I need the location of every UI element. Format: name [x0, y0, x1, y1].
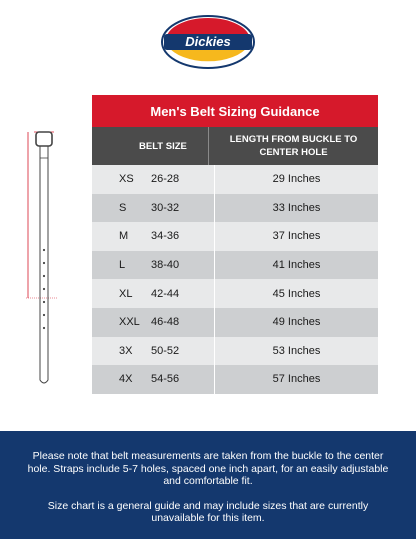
- table-row: [92, 308, 378, 337]
- row-length: 29 Inches: [214, 165, 378, 194]
- table-header: [92, 127, 378, 165]
- belt-size-table: [92, 95, 378, 394]
- table-row: [92, 337, 378, 366]
- row-size: XL: [119, 287, 133, 300]
- row-range: 34-36: [151, 230, 180, 243]
- table-row: [92, 222, 378, 251]
- table-title: Men's Belt Sizing Guidance: [92, 95, 378, 127]
- row-range: 50-52: [151, 344, 180, 357]
- footer-note-measurement: Please note that belt measurements are taken from the buckle to the center hole. Straps include 5-7 holes, spaced one inch apart, for an easily adjustable and comfortable fit.: [27, 450, 389, 487]
- row-range: 46-48: [151, 316, 180, 329]
- row-size: XS: [119, 173, 134, 186]
- row-range: 30-32: [151, 201, 180, 214]
- row-size: M: [119, 230, 129, 243]
- row-size: 4X: [119, 373, 133, 386]
- belt-illustration: [22, 128, 62, 388]
- header-length: LENGTH FROM BUCKLE TO CENTER HOLE: [208, 127, 378, 165]
- row-length: 37 Inches: [214, 222, 378, 251]
- row-length: 53 Inches: [214, 337, 378, 366]
- footer-notes: [0, 431, 416, 539]
- row-range: 38-40: [151, 259, 180, 272]
- table-row: [92, 279, 378, 308]
- row-size: L: [119, 259, 126, 272]
- table-row: [92, 251, 378, 280]
- table-row: [92, 365, 378, 394]
- row-length: 33 Inches: [214, 194, 378, 223]
- row-length: 49 Inches: [214, 308, 378, 337]
- row-length: 45 Inches: [214, 279, 378, 308]
- row-size: XXL: [119, 316, 140, 329]
- row-size: 3X: [119, 344, 133, 357]
- table-body: [92, 165, 378, 394]
- header-belt-size: BELT SIZE: [139, 140, 187, 152]
- table-row: [92, 165, 378, 194]
- dickies-logo: [160, 14, 256, 70]
- row-range: 54-56: [151, 373, 180, 386]
- row-range: 42-44: [151, 287, 180, 300]
- row-length: 41 Inches: [214, 251, 378, 280]
- row-size: S: [119, 201, 127, 214]
- table-row: [92, 194, 378, 223]
- logo-wordmark: Dickies: [185, 34, 231, 49]
- row-range: 26-28: [151, 173, 180, 186]
- footer-note-guide: Size chart is a general guide and may include sizes that are currently unavailable for this item.: [47, 499, 369, 524]
- row-length: 57 Inches: [214, 365, 378, 394]
